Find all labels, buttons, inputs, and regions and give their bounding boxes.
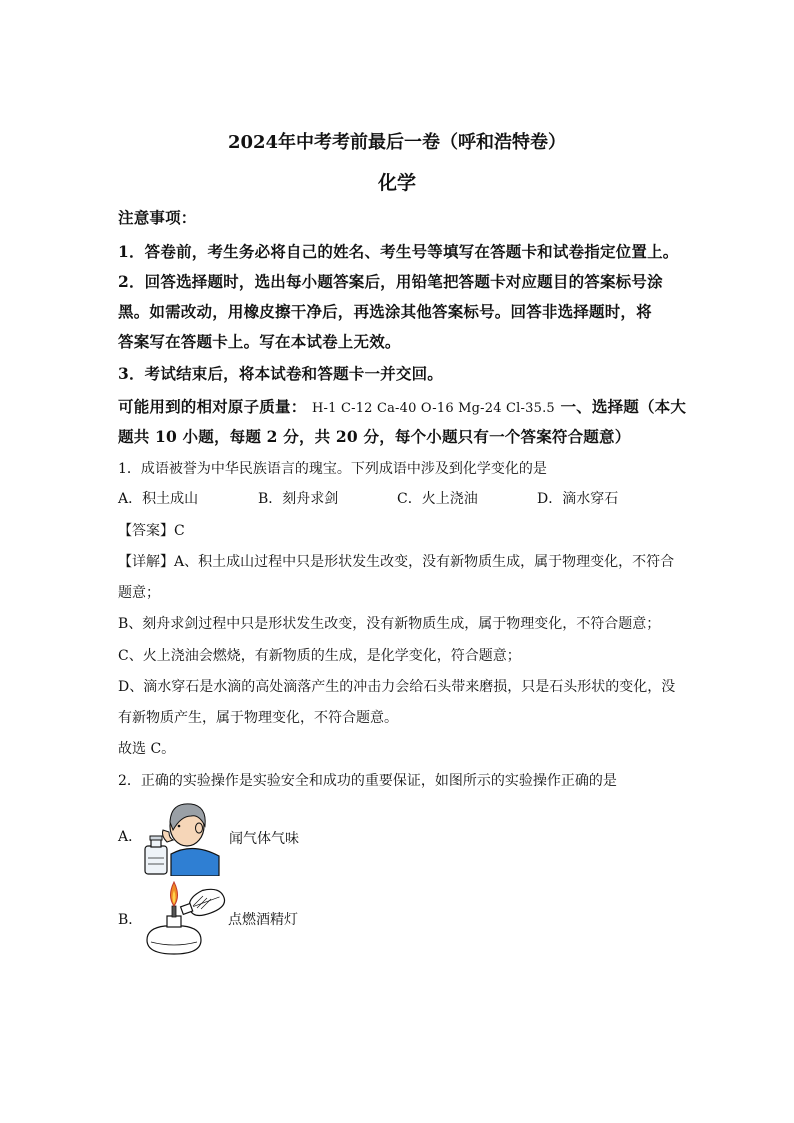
atomic-mass-values: H-1 C-12 Ca-40 O-16 Mg-24 Cl-35.5 — [312, 401, 555, 416]
question-1-option-c: C．火上浇油 — [397, 491, 478, 507]
question-1-detail-d-line-2: 有新物质产生，属于物理变化，不符合题意。 — [118, 710, 398, 726]
section-heading-line-2: 题共 10 小题，每题 2 分，共 20 分，每个小题只有一个答案符合题意） — [118, 427, 631, 446]
question-1-detail-d-line-1: D、滴水穿石是水滴的高处滴落产生的冲击力会给石头带来磨损，只是石头形状的变化，没 — [118, 679, 676, 695]
question-1-option-d: D．滴水穿石 — [537, 491, 619, 507]
notice-item-3: 3．考试结束后，将本试卷和答题卡一并交回。 — [118, 364, 443, 383]
alcohol-lamp-illustration — [143, 876, 228, 960]
question-2-option-b-letter: B． — [118, 912, 143, 928]
question-1-option-b: B．刻舟求剑 — [258, 491, 339, 507]
notice-item-2-line-2: 黑。如需改动，用橡皮擦干净后，再选涂其他答案标号。回答非选择题时，将 — [118, 302, 652, 321]
question-1-detail-c: C、火上浇油会燃烧，有新物质的生成，是化学变化，符合题意； — [118, 648, 521, 664]
question-1-detail-b: B、刻舟求剑过程中只是形状发生改变，没有新物质生成，属于物理变化，不符合题意； — [118, 616, 661, 632]
question-2-option-a-letter: A． — [118, 829, 143, 845]
notice-item-2-line-3: 答案写在答题卡上。写在本试卷上无效。 — [118, 332, 401, 351]
atomic-mass-prefix: 可能用到的相对原子质量： — [118, 397, 307, 416]
notice-heading: 注意事项： — [118, 208, 197, 227]
question-2-option-a-caption: 闻气体气味 — [229, 831, 299, 847]
question-1-answer: 【答案】C — [118, 523, 185, 539]
atomic-mass-line — [118, 395, 686, 417]
question-2-stem: 2．正确的实验操作是实验安全和成功的重要保证，如图所示的实验操作正确的是 — [118, 773, 617, 789]
question-1-stem: 1．成语被誉为中华民族语言的瑰宝。下列成语中涉及到化学变化的是 — [118, 461, 547, 477]
subject-title: 化学 — [377, 172, 416, 194]
notice-item-2-line-1: 2．回答选择题时，选出每小题答案后，用铅笔把答题卡对应题目的答案标号涂 — [118, 272, 663, 291]
question-1-detail-line-1: 【详解】A、积土成山过程中只是形状发生改变，没有新物质生成，属于物理变化，不符合 — [118, 554, 675, 570]
question-1-detail-line-2: 题意； — [118, 585, 160, 601]
notice-item-1: 1．答卷前，考生务必将自己的姓名、考生号等填写在答题卡和试卷指定位置上。 — [118, 242, 679, 261]
question-1-conclusion: 故选 C。 — [118, 741, 176, 757]
smell-gas-illustration — [143, 796, 223, 876]
question-1-option-a: A．积土成山 — [118, 491, 199, 507]
exam-title: 2024年中考考前最后一卷（呼和浩特卷） — [227, 132, 567, 153]
question-2-option-b-caption: 点燃酒精灯 — [228, 912, 298, 928]
section-heading-line-1: 一、选择题（本大 — [560, 397, 687, 416]
